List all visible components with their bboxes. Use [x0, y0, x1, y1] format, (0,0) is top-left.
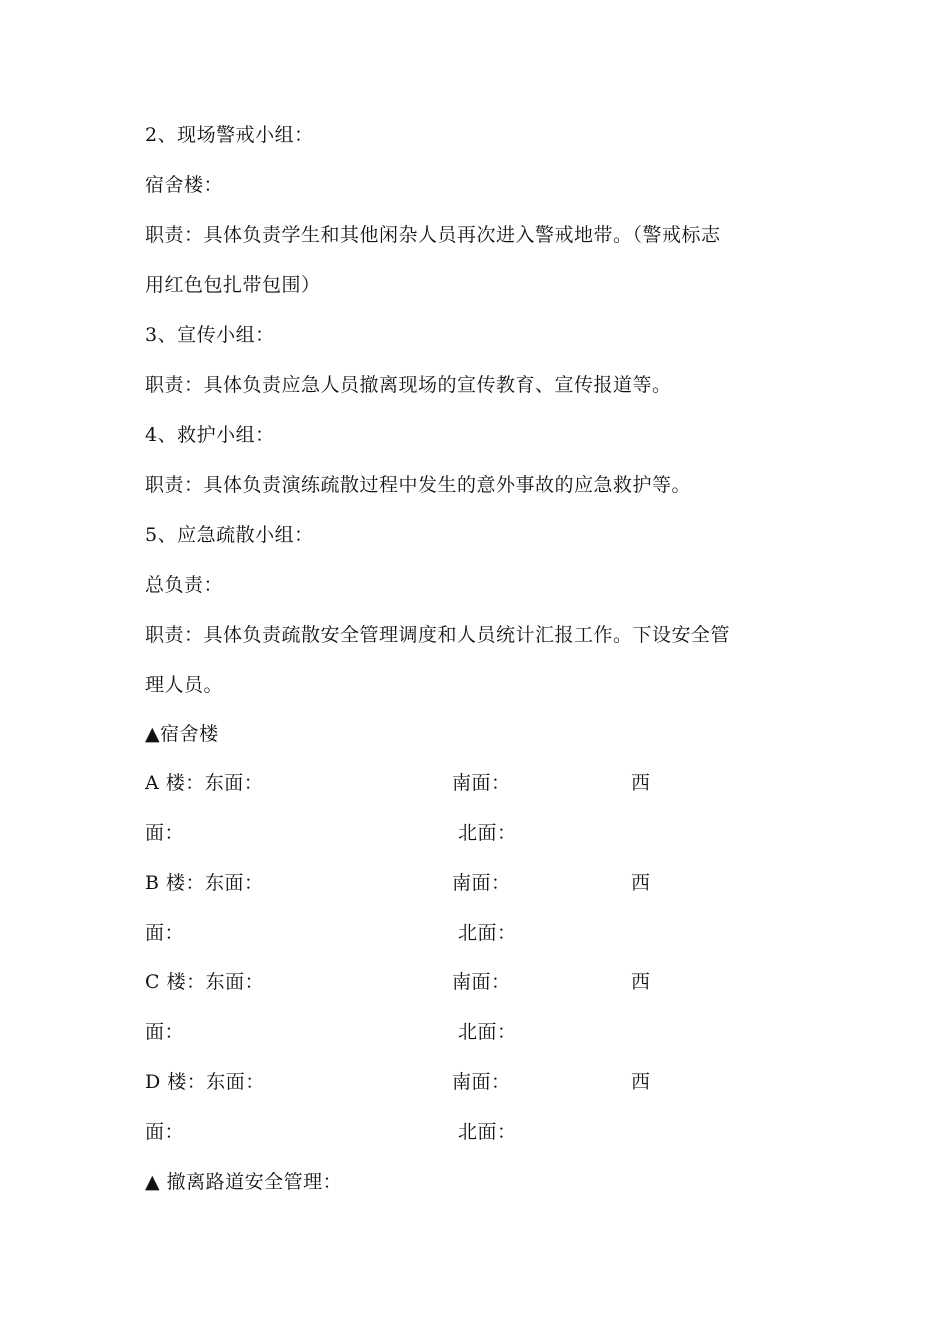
section-heading-evacuation-group: 5、应急疏散小组： [145, 524, 314, 546]
building-south-label: 南面： [452, 971, 511, 993]
building-east-label: C 楼：东面： [145, 971, 265, 993]
building-west-label-start: 西 [631, 1071, 651, 1093]
building-north-label: 北面： [458, 1021, 517, 1043]
building-west-label-start: 西 [631, 772, 651, 794]
building-west-label-start: 西 [631, 971, 651, 993]
building-west-label-end: 面： [145, 922, 185, 944]
building-east-label: A 楼：东面： [145, 772, 264, 794]
dormitory-heading: ▲宿舍楼 [145, 723, 219, 745]
building-south-label: 南面： [452, 872, 511, 894]
building-row [145, 1067, 825, 1097]
building-east-label: B 楼：东面： [145, 872, 264, 894]
building-row [145, 868, 825, 898]
building-row-continued [145, 918, 825, 948]
chief-label: 总负责： [145, 574, 224, 596]
building-west-label-end: 面： [145, 1121, 185, 1143]
duty-text-alert: 职责：具体负责学生和其他闲杂人员再次进入警戒地带。（警戒标志 [145, 224, 721, 246]
building-west-label-end: 面： [145, 1021, 185, 1043]
duty-text-evacuation: 职责：具体负责疏散安全管理调度和人员统计汇报工作。下设安全管 [145, 624, 731, 646]
building-east-label: D 楼：东面： [145, 1071, 265, 1093]
building-row-continued [145, 818, 825, 848]
section-heading-publicity-group: 3、宣传小组： [145, 324, 275, 346]
evacuation-route-heading: ▲ 撤离路道安全管理： [145, 1171, 343, 1193]
duty-text-evacuation-continued: 理人员。 [145, 674, 224, 696]
section-heading-alert-group: 2、现场警戒小组： [145, 124, 314, 146]
building-row [145, 967, 825, 997]
building-west-label-start: 西 [631, 872, 651, 894]
duty-text-alert-continued: 用红色包扎带包围） [145, 274, 321, 296]
building-south-label: 南面： [452, 1071, 511, 1093]
building-row [145, 768, 825, 798]
building-north-label: 北面： [458, 1121, 517, 1143]
building-row-continued [145, 1017, 825, 1047]
dormitory-label: 宿舍楼： [145, 174, 224, 196]
duty-text-publicity: 职责：具体负责应急人员撤离现场的宣传教育、宣传报道等。 [145, 374, 672, 396]
building-north-label: 北面： [458, 822, 517, 844]
duty-text-rescue: 职责：具体负责演练疏散过程中发生的意外事故的应急救护等。 [145, 474, 692, 496]
building-west-label-end: 面： [145, 822, 185, 844]
section-heading-rescue-group: 4、救护小组： [145, 424, 275, 446]
building-north-label: 北面： [458, 922, 517, 944]
building-row-continued [145, 1117, 825, 1147]
building-south-label: 南面： [452, 772, 511, 794]
